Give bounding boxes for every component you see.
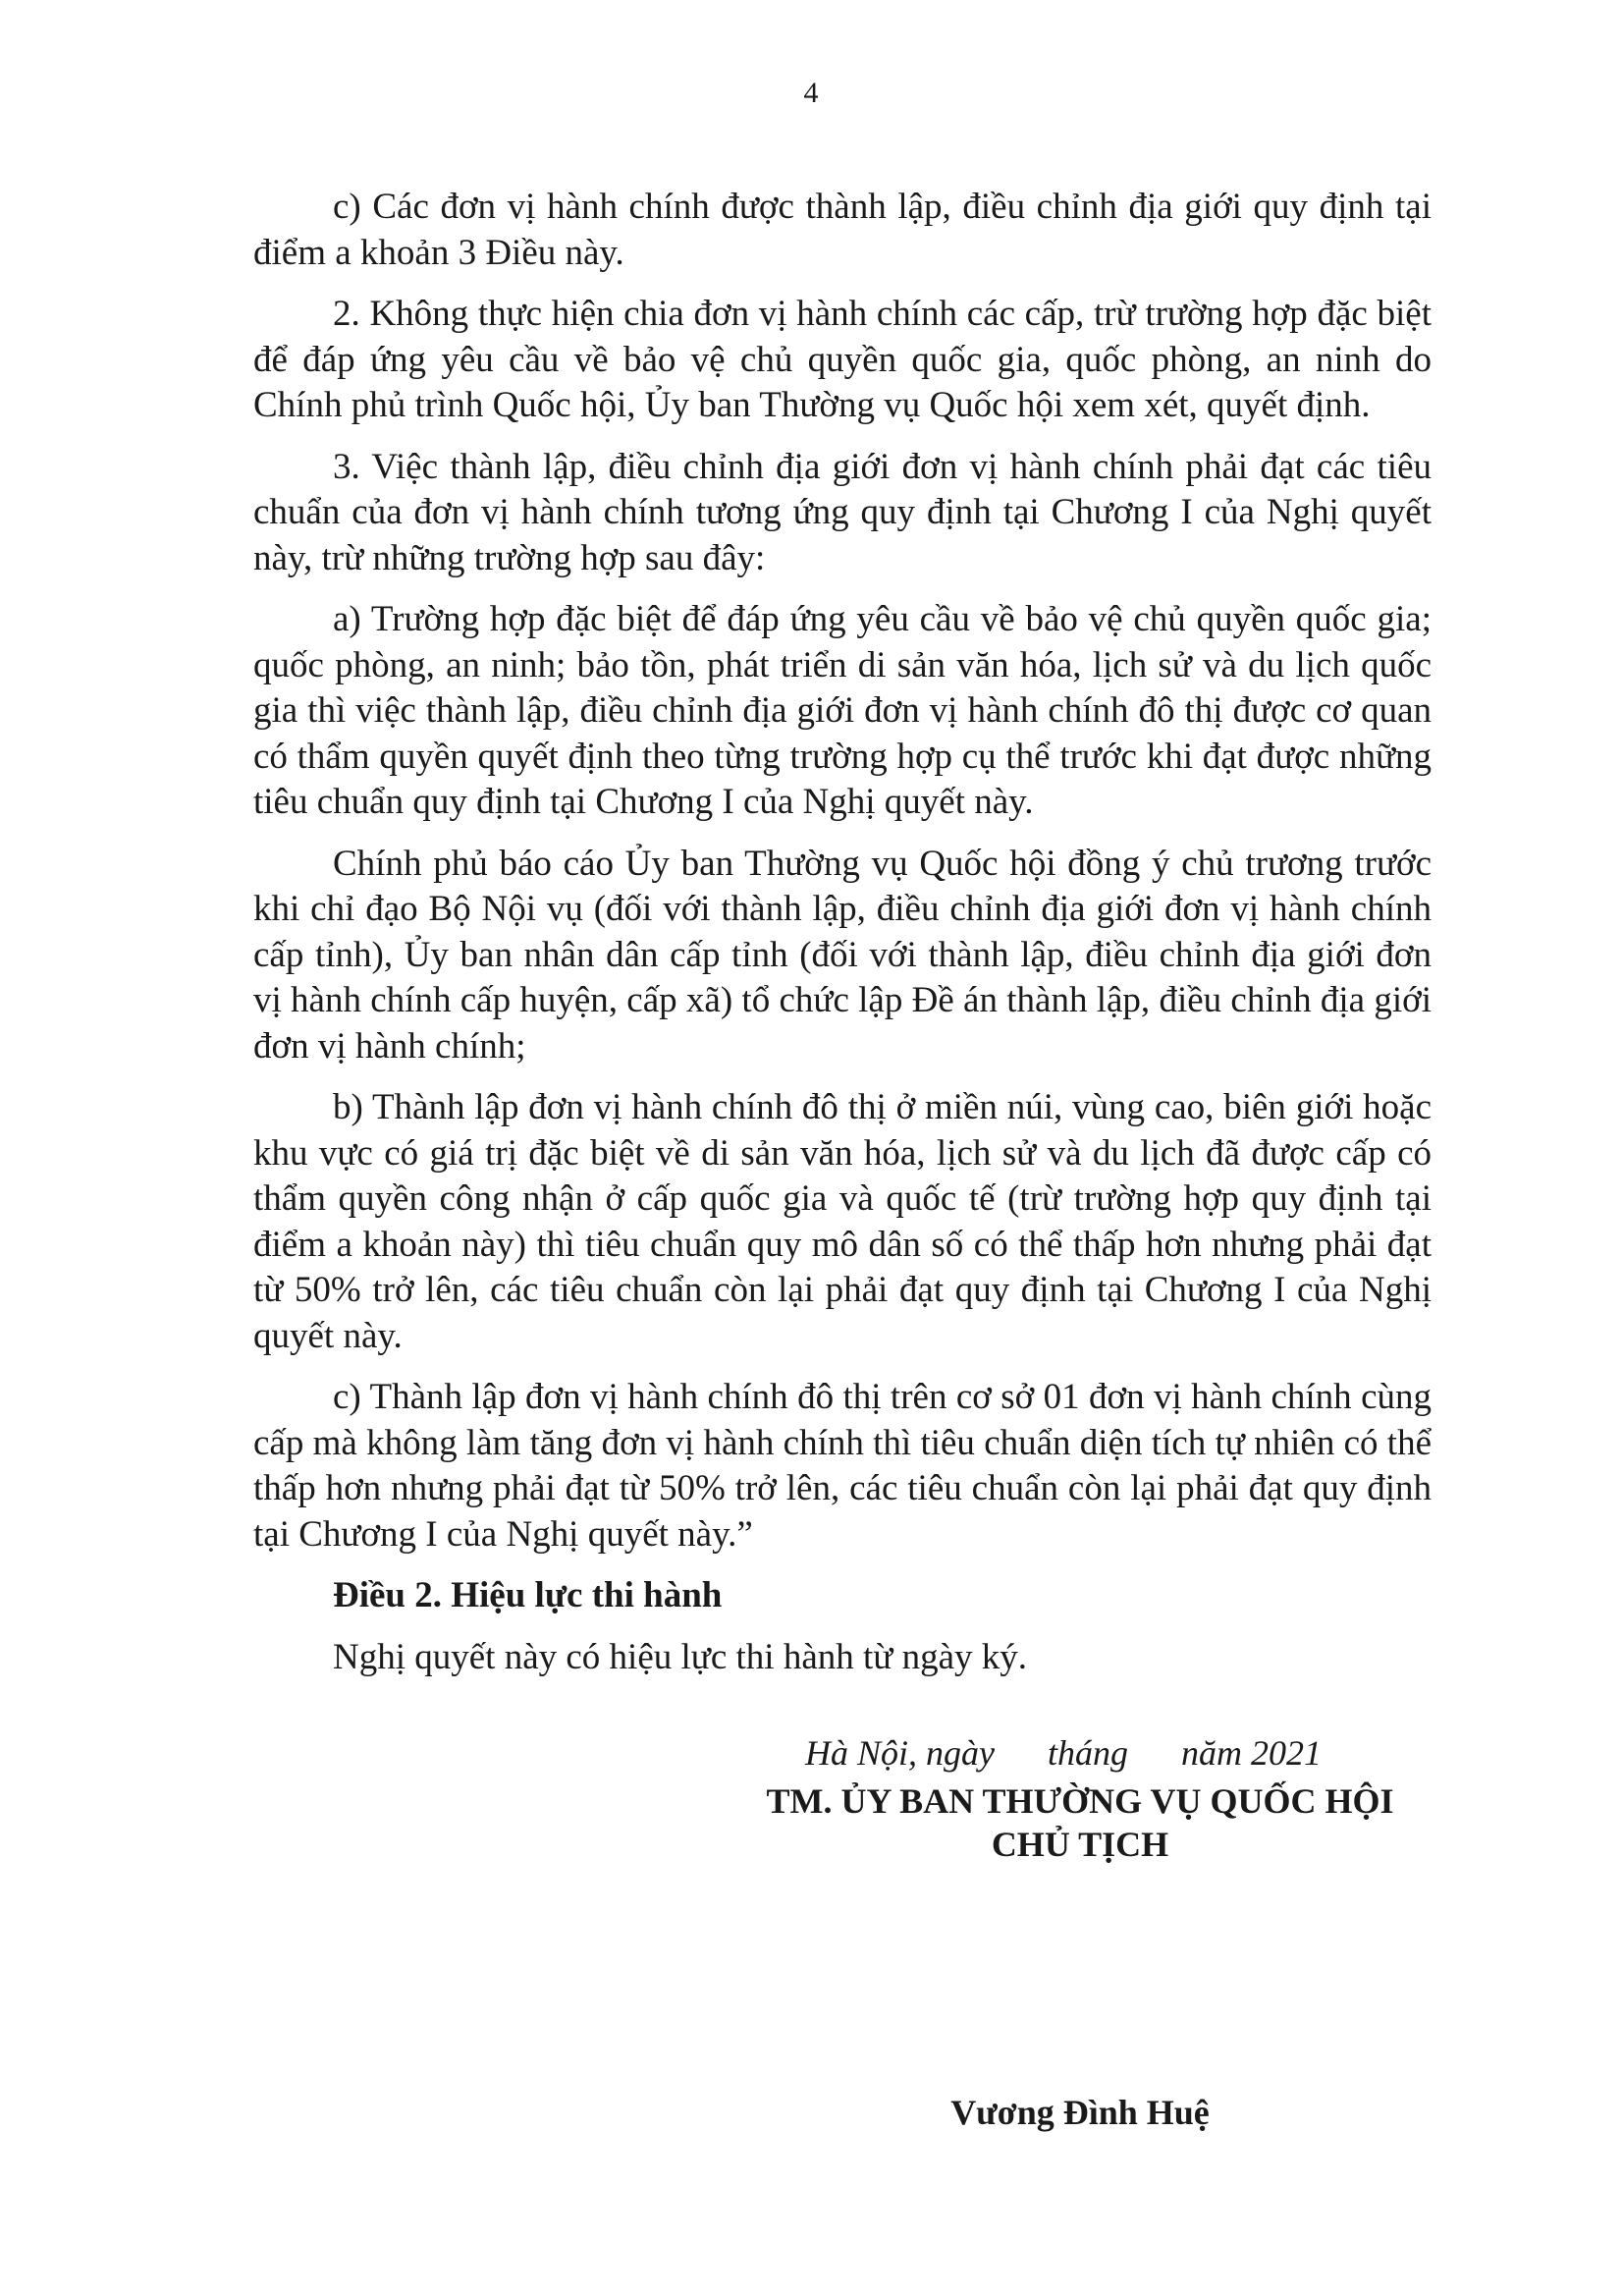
paragraph-government-report: Chính phủ báo cáo Ủy ban Thường vụ Quốc hội đồng ý chủ trương trước khi chỉ đạo Bộ Nội vụ (đối với thành lập, điều chỉnh địa giới đơn vị hành chính cấp tỉnh), Ủy ban nhân dân cấp tỉnh (đối với thành lập, điều chỉnh địa giới đơn vị hành chính cấp huyện, cấp xã) tổ chức lập Đề án thành lập, điều chỉnh địa giới đơn vị hành chính;: [253, 843, 1432, 1066]
paragraph-point-a: a) Trường hợp đặc biệt để đáp ứng yêu cầu về bảo vệ chủ quyền quốc gia; quốc phòng, an ninh; bảo tồn, phát triển di sản văn hóa, lịch sử và du lịch quốc gia thì việc thành lập, điều chỉnh địa giới đơn vị hành chính đô thị được cơ quan có thẩm quyền quyết định theo từng trường hợp cụ thể trước khi đạt được những tiêu chuẩn quy định tại Chương I của Nghị quyết này.: [253, 599, 1432, 822]
article-2-text: Nghị quyết này có hiệu lực thi hành từ ngày ký.: [333, 1636, 1027, 1677]
signature-date-line: Hà Nội, ngày tháng năm 2021: [805, 1733, 1322, 1773]
page-number: 4: [803, 77, 819, 109]
paragraph-clause-2: 2. Không thực hiện chia đơn vị hành chính các cấp, trừ trường hợp đặc biệt để đáp ứng yêu cầu về bảo vệ chủ quyền quốc gia, quốc phòng, an ninh do Chính phủ trình Quốc hội, Ủy ban Thường vụ Quốc hội xem xét, quyết định.: [253, 294, 1432, 425]
paragraph-clause-3: 3. Việc thành lập, điều chỉnh địa giới đơn vị hành chính phải đạt các tiêu chuẩn của đơn vị hành chính tương ứng quy định tại Chương I của Nghị quyết này, trừ những trường hợp sau đây:: [253, 446, 1432, 578]
paragraph-point-b: b) Thành lập đơn vị hành chính đô thị ở miền núi, vùng cao, biên giới hoặc khu vực có giá trị đặc biệt về di sản văn hóa, lịch sử và du lịch đã được cấp có thẩm quyền công nhận ở cấp quốc gia và quốc tế (trừ trường hợp quy định tại điểm a khoản này) thì tiêu chuẩn quy mô dân số có thể thấp hơn nhưng phải đạt từ 50% trở lên, các tiêu chuẩn còn lại phải đạt quy định tại Chương I của Nghị quyết này.: [253, 1087, 1432, 1356]
paragraph-c-article-1: c) Các đơn vị hành chính được thành lập, điều chỉnh địa giới quy định tại điểm a khoản 3 Điều này.: [253, 187, 1432, 273]
article-2-heading: Điều 2. Hiệu lực thi hành: [333, 1575, 723, 1615]
signature-title: CHỦ TỊCH: [991, 1825, 1169, 1864]
document-body: [253, 185, 1432, 1696]
signature-block: [687, 1779, 1473, 1866]
paragraph-point-c: c) Thành lập đơn vị hành chính đô thị trên cơ sở 01 đơn vị hành chính cùng cấp mà không làm tăng đơn vị hành chính thì tiêu chuẩn diện tích tự nhiên có thể thấp hơn nhưng phải đạt từ 50% trở lên, các tiêu chuẩn còn lại phải đạt quy định tại Chương I của Nghị quyết này.”: [253, 1377, 1432, 1555]
signature-organization: TM. ỦY BAN THƯỜNG VỤ QUỐC HỘI: [766, 1781, 1394, 1821]
signer-name: Vương Đình Huệ: [950, 2093, 1210, 2132]
